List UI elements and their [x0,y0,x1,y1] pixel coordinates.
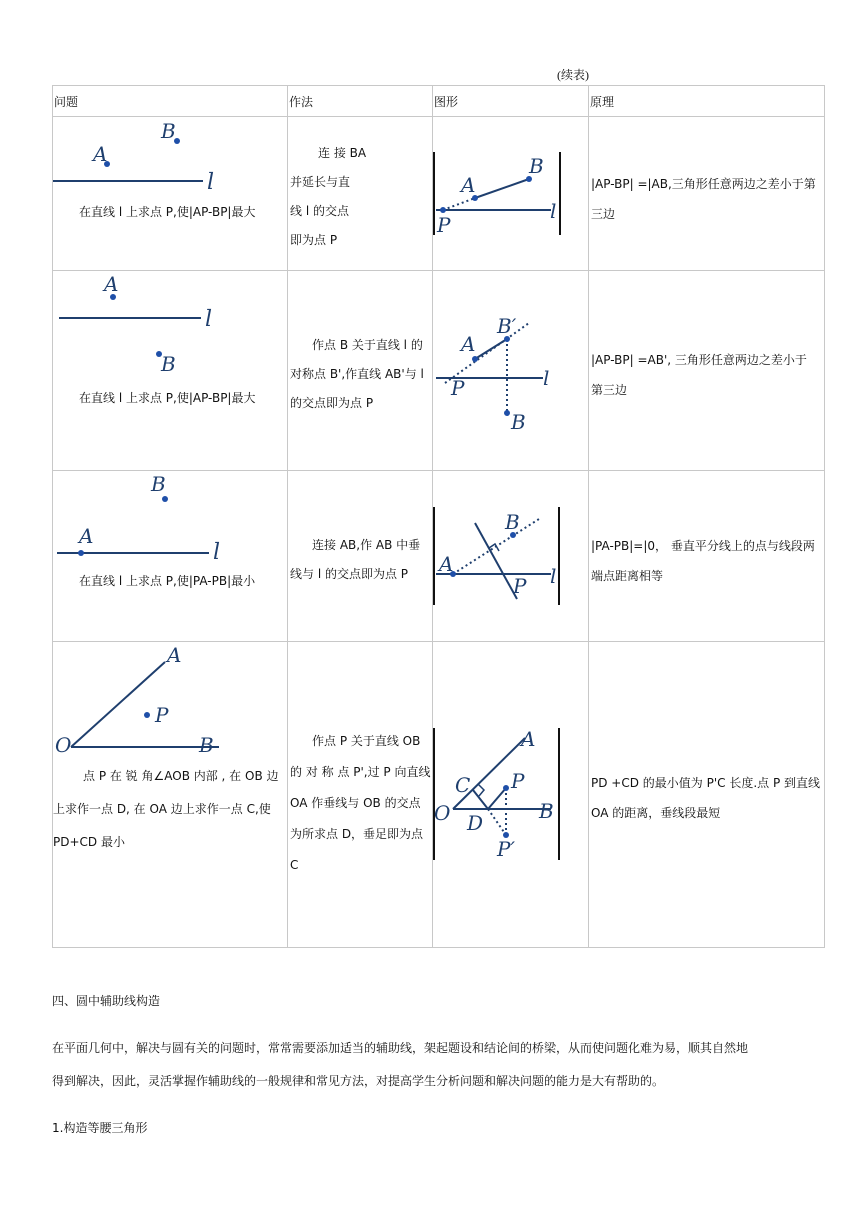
figure-cell [433,117,589,271]
principle-line: PD +CD 的最小值为 P'C 长度.点 P 到直线 [591,776,821,790]
method-line: 即为点 P [290,233,338,247]
principle-line: |PA-PB|=|0， 垂直平分线上的点与线段两 [591,539,815,553]
label-d: D [467,811,484,835]
label-o: O [434,801,451,825]
label-p: P [511,769,525,793]
header-problem: 问题 [54,94,79,109]
problem-cell [53,471,288,642]
principle-line: 第三边 [591,383,628,397]
section-title: 四、圆中辅助线构造 [52,994,161,1008]
label-b: B [529,154,544,178]
method-cell [288,117,433,271]
method-line: 的 对 称 点 P',过 P 向直线 [290,765,431,779]
header-cell [53,86,288,117]
method-line: C [290,858,299,872]
label-l: l [543,366,550,390]
principle-line: |AP-BP| =|AB,三角形任意两边之差小于第 [591,177,816,191]
label-b-prime: B′ [497,314,517,338]
label-b: B [539,799,554,823]
geometry-table [52,85,825,948]
label-a: A [93,142,108,166]
label-l: l [550,564,557,588]
solution-figure [433,642,589,947]
label-l: l [550,199,557,223]
label-b: B [161,119,176,143]
solution-figure [433,117,589,270]
problem-diagram [53,471,288,571]
label-a: A [521,727,536,751]
method-line: 作点 B 关于直线 l 的 [312,338,423,352]
problem-line: PD+CD 最小 [53,835,125,849]
problem-text: 在直线 l 上求点 P,使|PA-PB|最小 [79,574,256,588]
label-p-prime: P′ [497,837,515,861]
solution-figure [433,271,589,470]
label-a: A [461,173,476,197]
label-p: P [513,574,527,598]
label-b: B [161,352,176,376]
problem-line: 点 P 在 锐 角∠AOB 内部 , 在 OB 边 [83,769,279,783]
label-p: P [437,213,451,237]
header-cell [433,86,589,117]
method-line: 为所求点 D，垂足即为点 [290,827,424,841]
paragraph [52,1032,822,1098]
label-a: A [461,332,476,356]
principle-cell [589,271,825,471]
label-b: B [199,733,214,757]
table-row [53,271,825,471]
solution-figure [433,471,589,641]
label-a: A [79,524,94,548]
problem-cell [53,117,288,271]
principle-line: |AP-BP| =AB', 三角形任意两边之差小于 [591,353,807,367]
problem-text: 在直线 l 上求点 P,使|AP-BP|最大 [79,391,256,405]
principle-line: OA 的距离，垂线段最短 [591,806,721,820]
header-principle: 原理 [590,94,615,109]
method-line: 线 l 的交点 [290,204,349,218]
continued-label: (续表) [557,68,589,82]
method-line: 并延长与直 [290,175,351,189]
method-line: 连 接 BA [318,146,367,160]
problem-cell [53,642,288,948]
label-a: A [439,552,454,576]
problem-text: 在直线 l 上求点 P,使|AP-BP|最大 [79,205,256,219]
label-c: C [455,773,471,797]
principle-line: 三边 [591,207,616,221]
principle-cell [589,642,825,948]
principle-cell [589,471,825,642]
problem-diagram [53,271,288,381]
principle-line: 端点距离相等 [591,569,664,583]
subsection-title: 1.构造等腰三角形 [52,1121,148,1135]
figure-cell [433,271,589,471]
header-cell [288,86,433,117]
label-l: l [213,540,221,565]
principle-cell [589,117,825,271]
problem-line: 上求作一点 D, 在 OA 边上求作一点 C,使 [53,802,271,816]
paragraph-line: 得到解决，因此，灵活掌握作辅助线的一般规律和常见方法，对提高学生分析问题和解决问题的能力是大有帮助的。 [52,1074,665,1088]
label-l: l [205,307,213,332]
method-cell [288,642,433,948]
label-o: O [55,733,72,757]
figure-cell [433,642,589,948]
figure-cell [433,471,589,642]
method-cell [288,271,433,471]
problem-diagram [53,642,288,762]
label-b: B [505,510,520,534]
problem-cell [53,271,288,471]
label-b: B [151,472,166,496]
table-row [53,117,825,271]
label-b: B [511,410,526,434]
method-line: 的交点即为点 P [290,396,374,410]
method-line: 对称点 B',作直线 AB'与 l [290,367,424,381]
paragraph-line: 在平面几何中，解决与圆有关的问题时，常常需要添加适当的辅助线，架起题设和结论间的桥梁，从而使问题化难为易，顺其自然地 [52,1041,749,1055]
label-l: l [207,170,215,195]
label-a: A [104,272,119,296]
label-p: P [451,376,465,400]
method-line: 线与 l 的交点即为点 P [290,567,409,581]
header-figure: 图形 [434,94,459,109]
table-row [53,471,825,642]
method-line: 连接 AB,作 AB 中垂 [312,538,421,552]
label-p: P [155,703,169,727]
table-header-row [53,86,825,117]
method-line: OA 作垂线与 OB 的交点 [290,796,421,810]
table-row [53,642,825,948]
method-line: 作点 P 关于直线 OB [312,734,421,748]
header-method: 作法 [289,94,314,109]
method-cell [288,471,433,642]
label-a: A [167,643,182,667]
header-cell [589,86,825,117]
